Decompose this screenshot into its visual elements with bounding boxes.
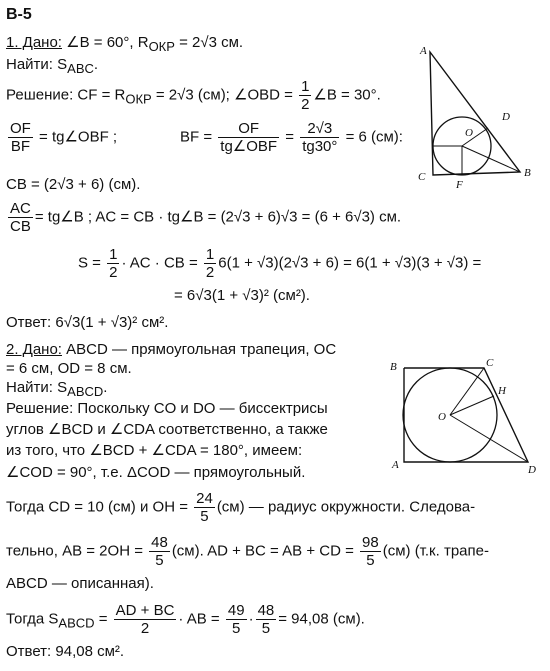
p1-s-pre: S =: [78, 254, 101, 272]
p1-cb-line: CB = (2√3 + 6) (см).: [6, 176, 141, 193]
p2-sum-fraction: [360, 534, 381, 570]
p1-given-text2: = 2√3 см.: [174, 34, 244, 51]
p1-bf-fraction2: [300, 120, 339, 156]
p2-find: [6, 379, 107, 400]
trapezoid-figure: [382, 356, 542, 481]
p2-area-fraction: [114, 602, 177, 638]
p2-dano-label: 2. Дано:: [6, 341, 62, 358]
p1-bf-den2: tg∠OBF: [220, 138, 278, 156]
p1-cb-den: CB: [10, 218, 31, 236]
label-a2: A: [392, 459, 399, 471]
label-c2: C: [486, 357, 494, 369]
p2-sum-den: 5: [366, 552, 375, 570]
p2-find-end: .: [103, 379, 108, 396]
p2-reasoning-4: ∠COD = 90°, т.е. ΔCOD — прямоугольный.: [6, 464, 306, 481]
p2-t-pre: Тогда CD = 10 (см) и OH =: [6, 498, 188, 516]
p2-oh-den: 5: [200, 508, 209, 526]
label-d: D: [502, 111, 510, 123]
p2-then-line: [6, 490, 475, 526]
p2-answer: Ответ: 94,08 см².: [6, 643, 125, 660]
p1-s-half1-den: 2: [109, 264, 118, 282]
p1-s-line2: = 6√3(1 + √3)² (см²).: [174, 287, 310, 304]
p1-sol1b: = 2√3 (см); ∠OBD =: [151, 86, 293, 104]
p2-49-num: 49: [227, 602, 245, 619]
p1-ac-cb-fraction: [8, 200, 33, 236]
p1-answer: Ответ: 6√3(1 + √3)² см².: [6, 314, 169, 331]
p1-s-half1-num: 1: [109, 246, 118, 263]
p2-ab-num: 48: [151, 534, 168, 551]
p1-solution-line: [6, 78, 381, 114]
triangle-figure: [412, 42, 542, 202]
p2-given: [6, 341, 336, 358]
p2-49-den: 5: [232, 620, 241, 638]
p1-s-half2-den: 2: [205, 264, 215, 282]
label-b: B: [524, 167, 531, 179]
p1-tg1: = tg∠OBF ;: [34, 128, 118, 146]
p1-sol-label: Решение:: [6, 86, 78, 104]
p2-reasoning-1: Решение: Поскольку CO и DO — биссектрисы: [6, 400, 328, 417]
p2-find-sub: ABCD: [67, 384, 104, 399]
p1-find-end: .: [93, 56, 99, 73]
p1-bf-res: = 6 (см):: [345, 128, 403, 146]
p2-t-post: (см) — радиус окружности. Следова-: [216, 498, 476, 516]
p1-given: [6, 34, 243, 55]
p2-48-fraction: [256, 602, 277, 638]
p2-area-res: = 94,08 (см).: [278, 610, 365, 628]
p1-bf-num: OF: [218, 120, 279, 138]
p1-dano-label: 1. Дано:: [6, 34, 62, 51]
p1-ac-line: [6, 200, 401, 236]
p1-s-half1: [107, 246, 119, 282]
p2-reasoning-2: углов ∠BCD и ∠CDA соответственно, а также: [6, 421, 328, 438]
p2-ab-fraction: [149, 534, 170, 570]
p2-area-eq: =: [98, 610, 108, 628]
p2-oh-num: 24: [196, 490, 213, 507]
p1-half-fraction: [299, 78, 311, 114]
p1-sol1-sub: ОКР: [125, 91, 152, 107]
p2-area-mid: · AB =: [178, 610, 220, 628]
p1-sol1: CF = R: [77, 86, 126, 104]
p1-bf-eq: =: [285, 128, 295, 146]
p1-tg-line: [6, 120, 117, 156]
p1-bf-line: [180, 120, 403, 156]
p2-reasoning-3: из того, что ∠BCD + ∠CDA = 180°, имеем:: [6, 442, 303, 459]
p1-bf-fraction: [218, 120, 279, 156]
p1-find-label: Найти: S: [6, 56, 68, 73]
label-b2: B: [390, 361, 397, 373]
p2-area-sub: ABCD: [58, 615, 95, 631]
p2-l2-post: (см) (т.к. трапе-: [382, 542, 489, 560]
p2-48-num: 48: [257, 602, 275, 619]
trapezoid-abcd: [404, 368, 528, 462]
p1-sol1c: ∠B = 30°.: [313, 86, 381, 104]
p1-given-text: ∠B = 60°, R: [61, 34, 149, 51]
p2-sum-num: 98: [362, 534, 379, 551]
p1-ac-rest: = tg∠B ; AC = CB · tg∠B = (2√3 + 6)√3 = (6 + 6√3) см.: [34, 208, 402, 226]
p1-s-tail: 6(1 + √3)(2√3 + 6) = 6(1 + √3)(3 + √3) =: [218, 254, 482, 272]
p1-of-bf-fraction: [8, 120, 33, 156]
p1-bf-den3: tg30°: [302, 138, 338, 156]
p2-find-label: Найти: S: [6, 379, 68, 396]
p1-find: [6, 56, 98, 77]
p2-area-pre: Тогда S: [6, 610, 59, 628]
p2-given2: = 6 см, OD = 8 см.: [6, 360, 132, 377]
p1-okr-sub: ОКР: [148, 39, 175, 54]
p1-half-den: 2: [301, 96, 310, 114]
p2-given-text: ABCD — прямоугольная трапеция, OC: [61, 341, 337, 358]
p1-find-sub: ABC: [67, 61, 94, 76]
p2-area-line: Тогда $S_{ABCD}$ = $\frac{AD + BC}{2}$ · AB = $\frac{49}{5}$ · $\frac{48}{5}$ = 94,08 (см).: [6, 602, 365, 638]
p2-l2-pre: тельно, AB = 2OH =: [6, 542, 143, 560]
p1-bf-den: BF: [10, 138, 30, 156]
p1-half-num: 1: [301, 78, 310, 95]
p2-area-den: 2: [140, 620, 150, 638]
p1-bf-num2: 2√3: [300, 120, 339, 138]
p1-bf-pre: BF =: [180, 128, 213, 146]
label-d2: D: [528, 464, 536, 476]
p2-49-fraction: [226, 602, 247, 638]
label-c: C: [418, 171, 426, 183]
p1-s-half2-num: 1: [205, 246, 215, 263]
p1-ac-num: AC: [10, 200, 31, 217]
p1-s-line: [78, 246, 481, 282]
p2-ab-line: [6, 534, 489, 570]
label-o2: O: [438, 411, 446, 423]
p2-48-den: 5: [261, 620, 271, 638]
label-h2: H: [498, 385, 506, 397]
p1-s-half2: [204, 246, 216, 282]
label-o: O: [465, 127, 473, 139]
p1-s-mid: · AC · CB =: [121, 254, 198, 272]
p2-l2-mid: (см). AD + BC = AB + CD =: [171, 542, 354, 560]
p1-of-num: OF: [10, 120, 31, 137]
p2-described-line: ABCD — описанная).: [6, 575, 154, 592]
label-f: F: [456, 179, 463, 191]
p2-area-num: AD + BC: [115, 602, 175, 619]
label-a: A: [420, 45, 427, 57]
p2-ab-den: 5: [155, 552, 164, 570]
p2-oh-fraction: [194, 490, 215, 526]
page-heading: В-5: [6, 6, 32, 23]
